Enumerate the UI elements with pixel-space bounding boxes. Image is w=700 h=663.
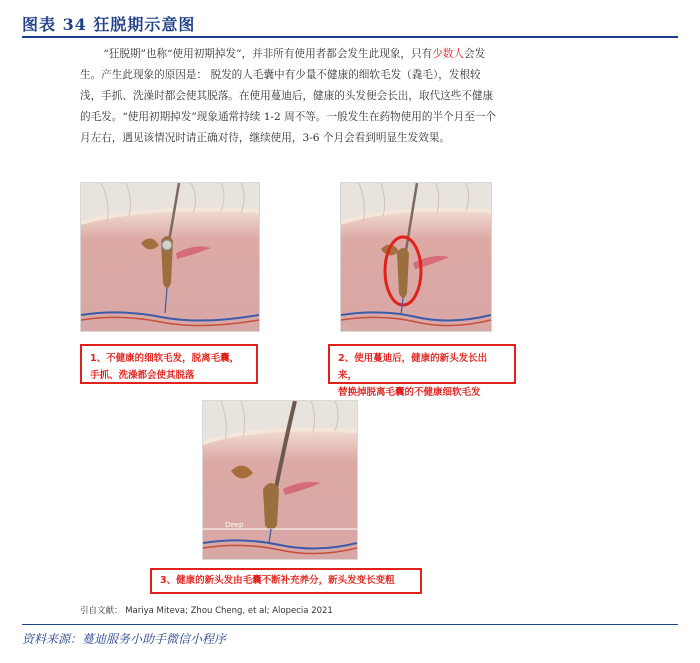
intro-paragraph — [80, 44, 498, 149]
caption-2-line-2: 替换掉脱离毛囊的不健康细软毛发 — [338, 387, 481, 398]
caption-1-line-2: 手抓、洗澡都会使其脱落 — [90, 370, 195, 381]
caption-3 — [150, 568, 422, 594]
illustration-panel-3 — [202, 400, 358, 560]
header-rule — [22, 36, 678, 38]
figure-title: 图表 34 狂脱期示意图 — [22, 15, 196, 34]
illustration-panel-1 — [80, 182, 260, 332]
intro-text — [80, 44, 498, 149]
skin-cross-section-illustration — [341, 183, 491, 331]
deep-label: Deep — [225, 521, 244, 529]
skin-cross-section-illustration — [203, 401, 357, 559]
intro-highlight: 少数人 — [432, 48, 464, 60]
intro-text-a: “狂脱期”也称“使用初期掉发”，并非所有使用者都会发生此现象，只有 — [103, 48, 433, 60]
caption-3-line: 3、健康的新头发由毛囊不断补充养分，新头发变长变粗 — [160, 575, 395, 586]
reference-citation: 引自文献： Mariya Miteva; Zhou Cheng, et al; Alopecia 2021 — [80, 606, 333, 616]
intro-text-b: 会发生。产生此现象的原因是： 脱发的人毛囊中有少量不健康的细软毛发（毳毛），发根较浅，手抓、洗澡时都会使其脱落。在使用蔓迪后，健康的头发便会长出，取代这些不健康的毛发。“使用初期掉发”现象通常持续 1-2 周不等。一般发生在药物使用的半个月至一个月左右，遇见该情况时请正确对待，继续使用，3-6 个月会看到明显生发效果。 — [80, 48, 496, 144]
figure-header — [22, 12, 678, 40]
illustration-panel-2 — [340, 182, 492, 332]
source-note: 资料来源：蔓迪服务小助手微信小程序 — [22, 632, 227, 646]
caption-2-line-1: 2、使用蔓迪后，健康的新头发长出来， — [338, 353, 488, 381]
skin-cross-section-illustration — [81, 183, 259, 331]
caption-2 — [328, 344, 516, 398]
caption-1-line-1: 1、不健康的细软毛发，脱离毛囊， — [90, 353, 240, 364]
caption-1 — [80, 344, 258, 384]
source-rule — [22, 624, 678, 625]
